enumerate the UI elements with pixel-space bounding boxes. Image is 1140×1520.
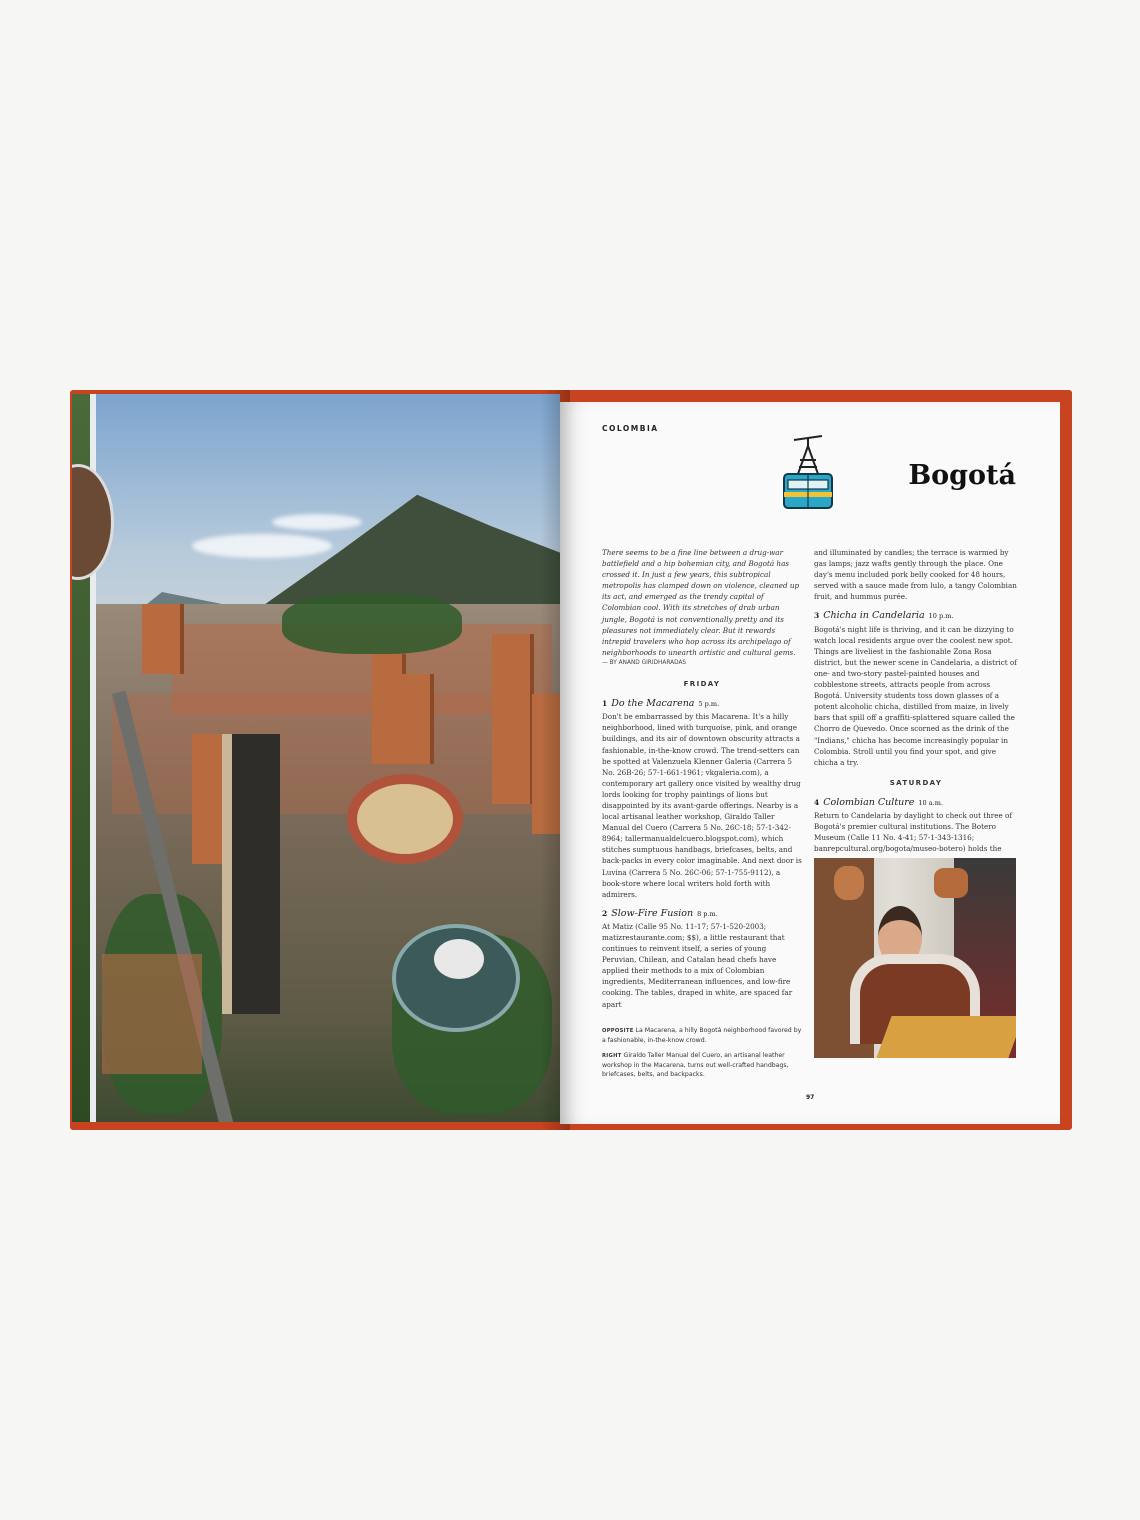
intro-paragraph: There seems to be a fine line between a drug-war battlefield and a hip bohemian city, and Bogotá has crossed it. In just a few years, this subtropical metropolis has clamped down on violence, cleaned up its act, and emerged as the trendy capital of Colombian cool. With its stretches of drab urban jungle, Bogotá is not conventionally pretty and its pleasures not immediately clear. But it rewards intrepid travelers who hop across its archipelago of neighborhoods to unearth artistic and cultural gems. <box>602 548 800 657</box>
item-heading <box>814 610 1018 622</box>
item-time: 8 p.m. <box>697 909 718 918</box>
photo-skyscraper <box>222 734 280 1014</box>
open-book <box>70 390 1072 1130</box>
item-time: 10 p.m. <box>928 612 954 621</box>
photo-building <box>192 734 226 864</box>
photo-bag <box>934 868 968 898</box>
item-number: 4 <box>814 797 820 807</box>
item-time: 5 p.m. <box>698 700 720 709</box>
photo-dome <box>434 939 484 979</box>
photo-leather-piece <box>876 1016 1016 1058</box>
day-heading-saturday: SATURDAY <box>889 778 943 787</box>
photo-building <box>402 674 434 764</box>
item-number: 2 <box>602 908 608 918</box>
gondola-icon <box>780 434 836 514</box>
item-number: 3 <box>814 611 820 621</box>
item-body: Bogotá's night life is thriving, and it can be dizzying to watch local residents argue over the coolest new spot. Things are liveliest in the fashionable Zona Rosa district, but the newer scene in Candelaria, a district of one- and two-story pastel-painted houses and cobblestone streets, attracts people from across Bogotá. University students toss down glasses of a potent alcoholic chicha, distilled from maize, in lively bars that spill off a graffiti-splattered square called the Chorro de Quevedo. Once scorned as the drink of the "Indians," chicha has become increasingly popular in Colombia. Stroll until you find your spot, and give chicha a try. <box>814 624 1017 767</box>
city-photo <box>72 394 560 1122</box>
text-column-2 <box>814 547 1018 854</box>
continued-paragraph: and illuminated by candles; the terrace is warmed by gas lamps; jazz wafts gently through the place. One day's menu included pork belly cooked for 48 hours, served with a sauce made from lulo, a tangy Colombian fruit, and hummus purée. <box>814 548 1017 602</box>
caption-label: OPPOSITE <box>602 1027 634 1034</box>
byline: — BY ANAND GIRIDHARADAS <box>602 659 687 666</box>
photo-caption <box>602 1026 802 1045</box>
text-column-1 <box>602 547 802 1079</box>
item-time: 10 a.m. <box>918 798 943 807</box>
item-heading <box>814 797 1018 809</box>
photo-rooftops <box>112 694 532 814</box>
photo-bullring <box>347 774 463 864</box>
page-number: 97 <box>806 1094 815 1101</box>
item-title: Do the Macarena <box>611 698 695 710</box>
item-title: Colombian Culture <box>823 796 915 808</box>
caption-text: Giraldo Taller Manual del Cuero, an artisanal leather workshop in the Macarena, turns out well-crafted handbags, briefcases, belts, and backpacks. <box>602 1051 789 1078</box>
caption-text: La Macarena, a hilly Bogotá neighborhood favored by a fashionable, in-the-know crowd. <box>602 1026 802 1044</box>
item-body: Don't be embarrassed by this Macarena. It's a hilly neighborhood, lined with turquoise, pink, and orange buildings, and its air of downtown obscurity attracts a fashionable, in-the-know crowd. The trend-setters can be spotted at Valenzuela Klenner Galeria (Carrera 5 No. 26B-26; 57-1-661-1961; vkgaleria.com), a contemporary art gallery once visited by wealthy drug lords looking for trophy paintings of lions but disappointed by its avant-garde offerings. Nearby is a local artisanal leather workshop, Giraldo Taller Manual del Cuero (Carrera 5 No. 26C-18; 57-1-342-8964; tallermanualdelcuero.blogspot.com), which stitches sumptuous handbags, briefcases, belts, and back-packs in every color imaginable. And next door is Luvina (Carrera 5 No. 26C-06; 57-1-755-9112), a book-store where local writers hold forth with admirers. <box>602 712 802 899</box>
photo-building <box>372 654 406 764</box>
item-heading <box>602 908 802 920</box>
photo-building <box>492 634 534 804</box>
photo-building <box>142 604 184 674</box>
photo-bag <box>834 866 864 900</box>
photo-trees <box>282 594 462 654</box>
item-number: 1 <box>602 699 608 709</box>
item-title: Chicha in Candelaria <box>823 610 925 622</box>
section-label: COLOMBIA <box>602 424 659 433</box>
photo-cloud <box>192 534 332 558</box>
item-body: Return to Candelaria by daylight to check out three of Bogotá's premier cultural institutions. The Botero Museum (Calle 11 No. 4-41; 57-1-343-1316; banrepcultural.org/bogota/museo-botero) holds the <box>814 810 1013 854</box>
text-page <box>560 402 1060 1124</box>
item-title: Slow-Fire Fusion <box>611 907 694 919</box>
caption-label: RIGHT <box>602 1052 622 1059</box>
page-title: Bogotá <box>908 460 1016 491</box>
day-heading-friday: FRIDAY <box>683 680 721 689</box>
item-body: At Matiz (Calle 95 No. 11-17; 57-1-520-2003; matizrestaurante.com; $$), a little restaurant that continues to reinvent itself, a series of young Peruvian, Chilean, and Catalan head chefs have applied their methods to a mix of Colombian ingredients, Mediterranean influences, and low-fire cooking. The tables, draped in white, are spaced far apart <box>602 921 793 1009</box>
photo-caption <box>602 1051 802 1079</box>
photo-cloud <box>272 514 362 530</box>
item-heading <box>602 698 802 710</box>
workshop-photo <box>814 858 1016 1058</box>
photo-rooftops <box>102 954 202 1074</box>
